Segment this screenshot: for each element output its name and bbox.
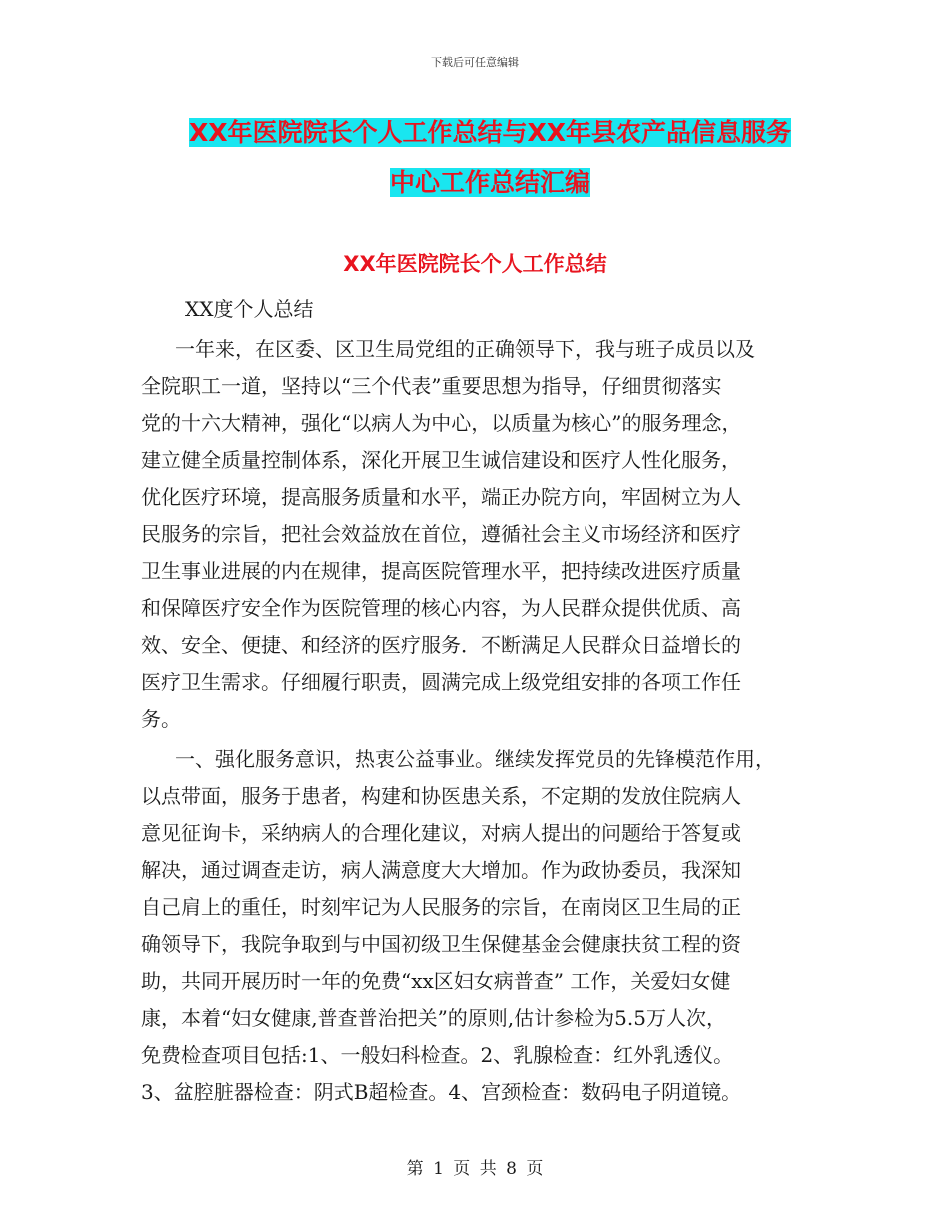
body-line: 党的十六大精神，强化“以病人为中心，以质量为核心”的服务理念， — [141, 411, 742, 435]
body-line: 免费检查项目包括:1、一般妇科检查。2、乳腺检查：红外乳透仪。 — [141, 1043, 734, 1067]
body-line: 意见征询卡，采纳病人的合理化建议，对病人提出的问题给于答复或 — [141, 821, 741, 845]
body-line: 助，共同开展历时一年的免费“xx区妇女病普查” 工作，关爱妇女健 — [141, 969, 731, 993]
body-line: 3、盆腔脏器检查：阴式B超检查。4、宫颈检查：数码电子阴道镜。 — [141, 1080, 742, 1104]
body-line: 效、安全、便捷、和经济的医疗服务．不断满足人民群众日益增长的 — [141, 633, 741, 657]
section-title: XX年医院院长个人工作总结 — [343, 252, 607, 276]
body-line: 一年来，在区委、区卫生局党组的正确领导下，我与班子成员以及 — [175, 337, 755, 361]
body-line: 医疗卫生需求。仔细履行职责，圆满完成上级党组安排的各项工作任 — [141, 670, 741, 694]
body-line: 以点带面，服务于患者，构建和协医患关系，不定期的发放住院病人 — [141, 784, 741, 808]
body-line: 民服务的宗旨，把社会效益放在首位，遵循社会主义市场经济和医疗 — [141, 522, 741, 546]
body-line: 一、强化服务意识，热衷公益事业。继续发挥党员的先锋模范作用， — [175, 747, 775, 771]
main-title — [140, 108, 840, 208]
body-line: 和保障医疗安全作为医院管理的核心内容，为人民群众提供优质、高 — [141, 596, 741, 620]
body-line: XX度个人总结 — [185, 297, 314, 321]
main-title-line1: XX年医院院长个人工作总结与XX年县农产品信息服务 — [188, 118, 792, 147]
header-note: 下载后可任意编辑 — [431, 56, 519, 69]
body-line: 卫生事业进展的内在规律，提高医院管理水平，把持续改进医疗质量 — [141, 559, 741, 583]
page-number-footer: 第 1 页 共 8 页 — [406, 1159, 544, 1179]
body-line: 优化医疗环境，提高服务质量和水平，端正办院方向，牢固树立为人 — [141, 485, 741, 509]
body-line: 务。 — [141, 707, 181, 731]
body-line: 确领导下，我院争取到与中国初级卫生保健基金会健康扶贫工程的资 — [141, 932, 741, 956]
body-line: 建立健全质量控制体系，深化开展卫生诚信建设和医疗人性化服务， — [141, 448, 741, 472]
body-line: 解决，通过调查走访，病人满意度大大增加。作为政协委员，我深知 — [141, 858, 741, 882]
main-title-line2: 中心工作总结汇编 — [389, 168, 590, 197]
body-line: 自己肩上的重任，时刻牢记为人民服务的宗旨，在南岗区卫生局的正 — [141, 895, 741, 919]
body-line: 全院职工一道，坚持以“三个代表”重要思想为指导，仔细贯彻落实 — [141, 374, 722, 398]
body-line: 康，本着“妇女健康,普查普治把关”的原则,估计参检为5.5万人次， — [141, 1006, 726, 1030]
